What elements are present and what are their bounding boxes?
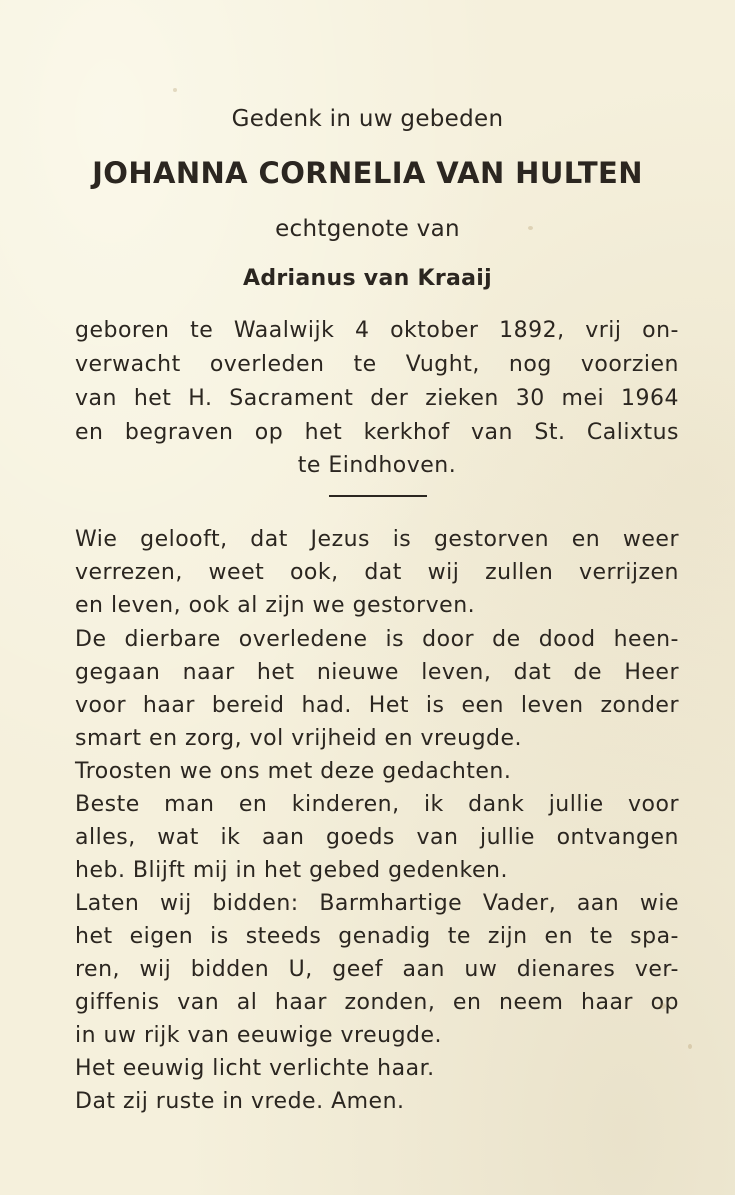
divider-line: [329, 495, 427, 497]
prayer-line: verrezen, weet ook, dat wij zullen verrijzen: [75, 560, 679, 585]
prayer-line: heb. Blijft mij in het gebed gedenken.: [75, 858, 508, 883]
prayer-line: smart en zorg, vol vrijheid en vreugde.: [75, 726, 523, 751]
prayer-line: Beste man en kinderen, ik dank jullie voor: [75, 792, 679, 817]
prayer-line: en leven, ook al zijn we gestorven.: [75, 593, 476, 618]
prayer-line: in uw rijk van eeuwige vreugde.: [75, 1023, 443, 1048]
deceased-name: JOHANNA CORNELIA VAN HULTEN: [92, 156, 643, 190]
prayer-line: giffenis van al haar zonden, en neem haar op: [75, 990, 679, 1015]
biography-line: verwacht overleden te Vught, nog voorzien: [75, 352, 679, 377]
prayer-line: De dierbare overledene is door de dood heen-: [75, 627, 679, 652]
intro-text: Gedenk in uw gebeden: [231, 106, 504, 132]
prayer-line: alles, wat ik aan goeds van jullie ontvangen: [75, 825, 679, 850]
prayer-line: ren, wij bidden U, geef aan uw dienares ver-: [75, 957, 679, 982]
spouse-name: Adrianus van Kraaij: [243, 266, 492, 291]
prayer-line: Wie gelooft, dat Jezus is gestorven en weer: [75, 527, 679, 552]
paper-speck: [528, 226, 533, 230]
prayer-line: Dat zij ruste in vrede. Amen.: [75, 1089, 405, 1114]
paper-speck: [660, 1003, 666, 1009]
paper-speck: [688, 1044, 692, 1049]
prayer-line: gegaan naar het nieuwe leven, dat de Heer: [75, 660, 679, 685]
paper-speck: [173, 88, 177, 92]
prayer-line: Het eeuwig licht verlichte haar.: [75, 1056, 435, 1081]
prayer-line: het eigen is steeds genadig te zijn en te spa-: [75, 924, 679, 949]
spouse-label: echtgenote van: [275, 216, 460, 242]
biography-line: en begraven op het kerkhof van St. Calixtus: [75, 420, 679, 445]
prayer-line: voor haar bereid had. Het is een leven zonder: [75, 693, 679, 718]
biography-line: van het H. Sacrament der zieken 30 mei 1964: [75, 386, 679, 411]
prayer-line: Troosten we ons met deze gedachten.: [75, 759, 512, 784]
biography-line: geboren te Waalwijk 4 oktober 1892, vrij on-: [75, 318, 679, 343]
prayer-line: Laten wij bidden: Barmhartige Vader, aan wie: [75, 891, 679, 916]
biography-line: te Eindhoven.: [297, 453, 457, 478]
